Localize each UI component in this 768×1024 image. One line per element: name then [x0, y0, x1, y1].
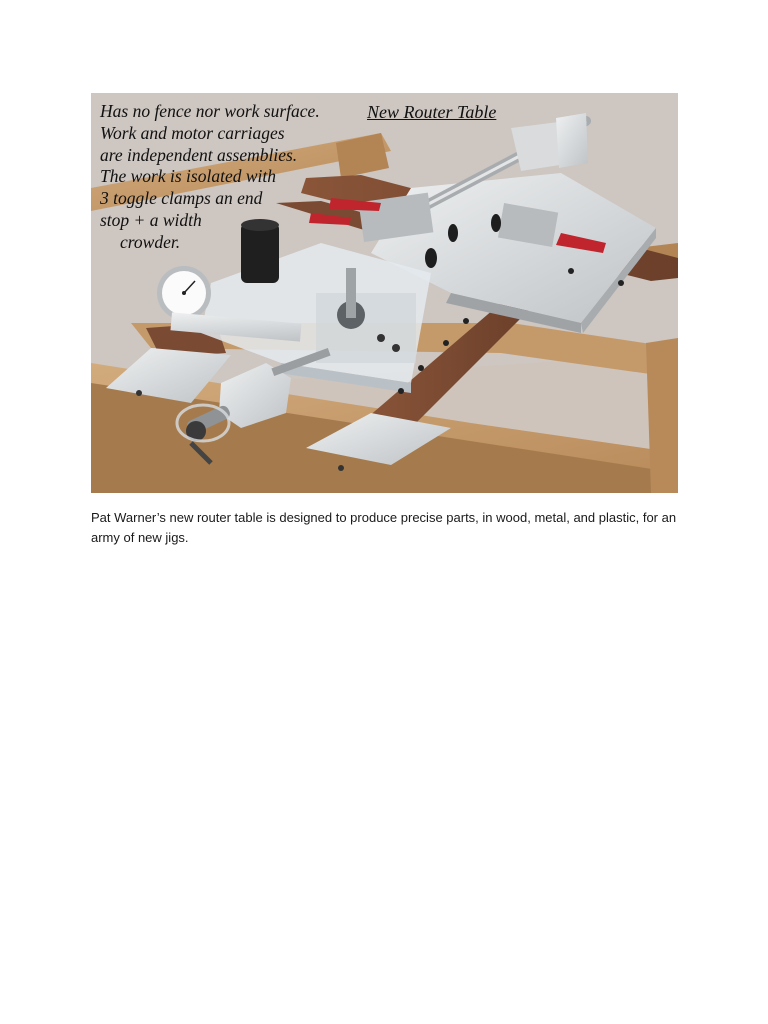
overlay-line: 3 toggle clamps an end	[100, 188, 263, 209]
overlay-line: stop + a width	[100, 209, 202, 230]
photo-caption	[91, 508, 681, 548]
overlay-line: The work is isolated with	[100, 166, 276, 187]
overlay-line: Work and motor carriages	[100, 122, 285, 143]
overlay-line: Has no fence nor work surface.	[100, 101, 320, 121]
photo-title: New Router Table	[367, 102, 497, 122]
overlay-line: crowder.	[120, 231, 181, 252]
caption-line: Pat Warner’s new router table is designed to produce precise parts, in wood, metal, and plastic, for an	[91, 510, 677, 525]
caption-line: army of new jigs.	[91, 530, 189, 545]
overlay-line: are independent assemblies.	[100, 144, 298, 165]
photo-overlay-text	[100, 101, 340, 254]
router-table-photo	[91, 93, 678, 493]
